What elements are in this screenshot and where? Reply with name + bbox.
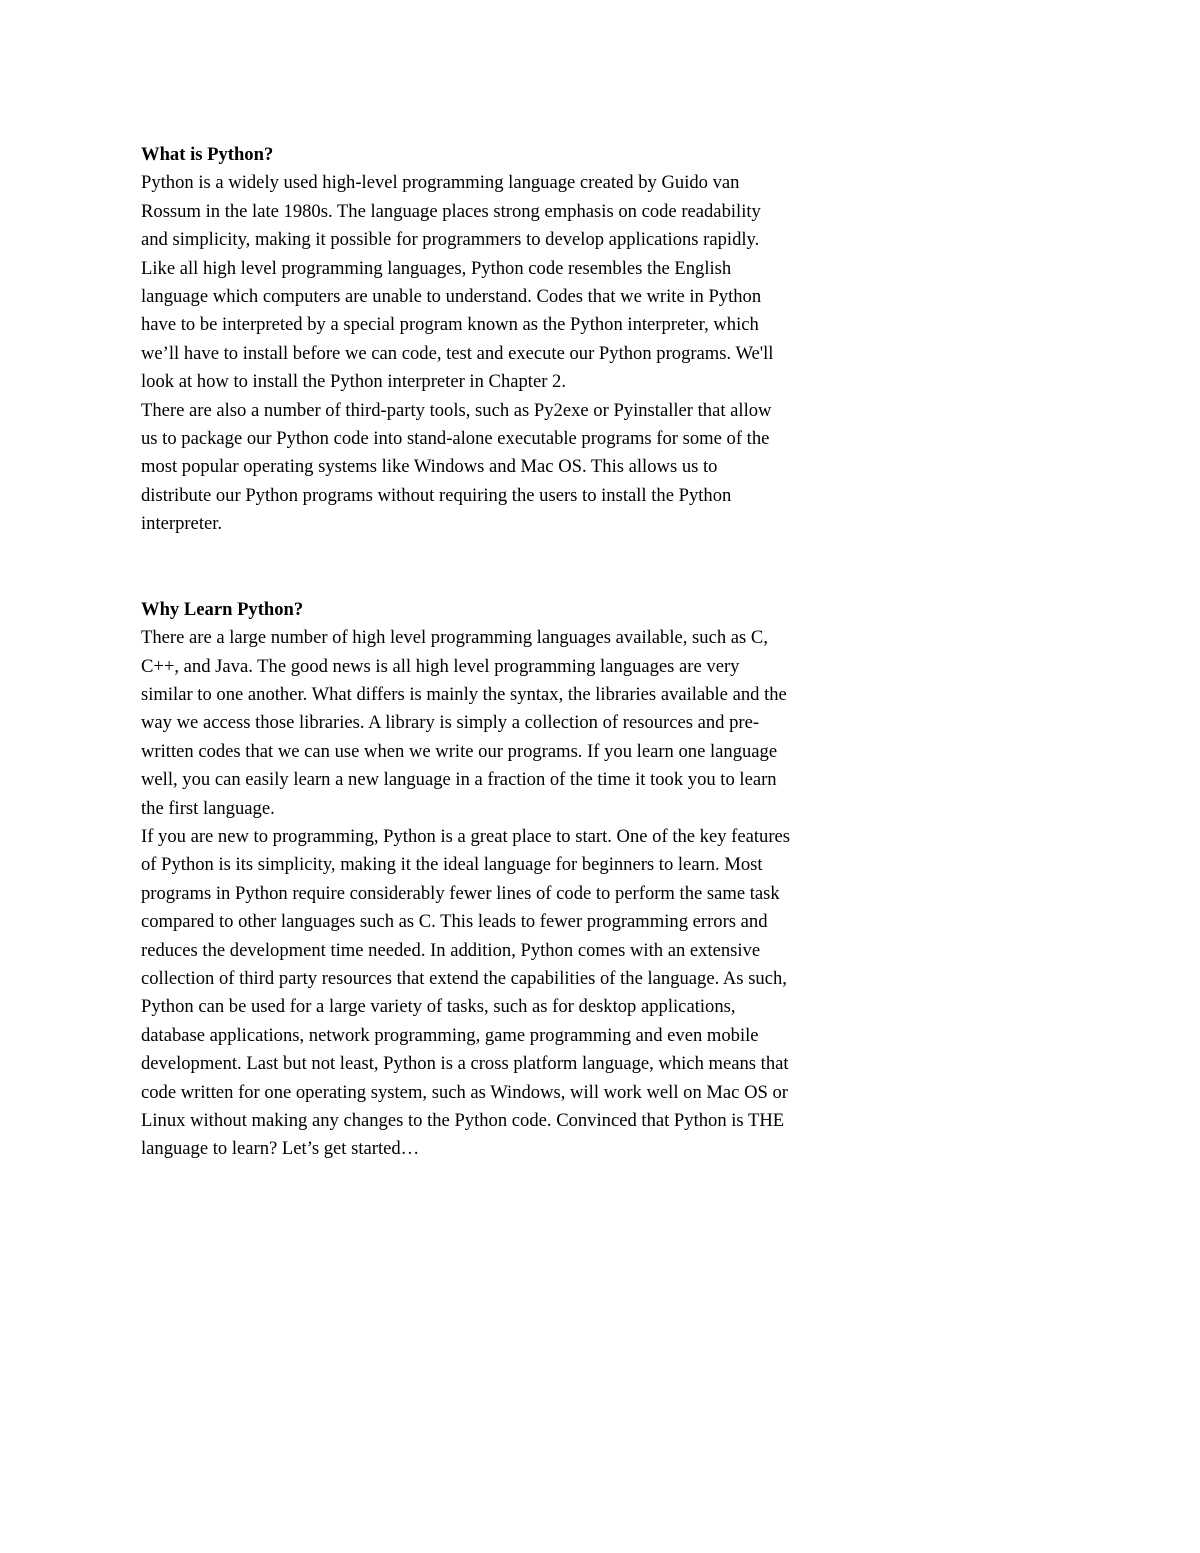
paragraph: Like all high level programming languages, Python code resembles the English language which computers are unable to understand. Codes that we write in Python have to be interpreted by a special program known as the Python interpreter, which we’ll have to install before we can code, test and execute our Python programs. We'll look at how to install the Python interpreter in Chapter 2. [141,257,774,393]
section-spacer [141,539,791,596]
paragraph: Python is a widely used high-level programming language created by Guido van Rossum in the late 1980s. The language places strong emphasis on code readability and simplicity, making it possible for programmers to develop applications rapidly. [141,172,761,251]
section-why-learn-python [141,596,791,1164]
paragraph: There are also a number of third-party tools, such as Py2exe or Pyinstaller that allow us to package our Python code into stand-alone executable programs for some of the most popular operating systems like Windows and Mac OS. This allows us to distribute our Python programs without requiring the users to install the Python interpreter. [141,399,772,535]
document-page [141,141,791,1164]
paragraph: There are a large number of high level programming languages available, such as C, C++, and Java. The good news is all high level programming languages are very similar to one another. What differs is mainly the syntax, the libraries available and the way we access those libraries. A library is simply a collection of resources and pre-written codes that we can use when we write our programs. If you learn one language well, you can easily learn a new language in a fraction of the time it took you to learn the first language. [141,627,787,819]
section-heading: Why Learn Python? [141,598,304,620]
section-what-is-python [141,141,791,539]
section-heading: What is Python? [141,144,274,165]
paragraph: If you are new to programming, Python is a great place to start. One of the key features of Python is its simplicity, making it the ideal language for beginners to learn. Most programs in Python require considerably fewer lines of code to perform the same task compared to other languages such as C. This leads to fewer programming errors and reduces the development time needed. In addition, Python comes with an extensive collection of third party resources that extend the capabilities of the language. As such, Python can be used for a large variety of tasks, such as for desktop applications, database applications, network programming, game programming and even mobile development. Last but not least, Python is a cross platform language, which means that code written for one operating system, such as Windows, will work well on Mac OS or Linux without making any changes to the Python code. Convinced that Python is THE language to learn? Let’s get started… [141,825,791,1160]
